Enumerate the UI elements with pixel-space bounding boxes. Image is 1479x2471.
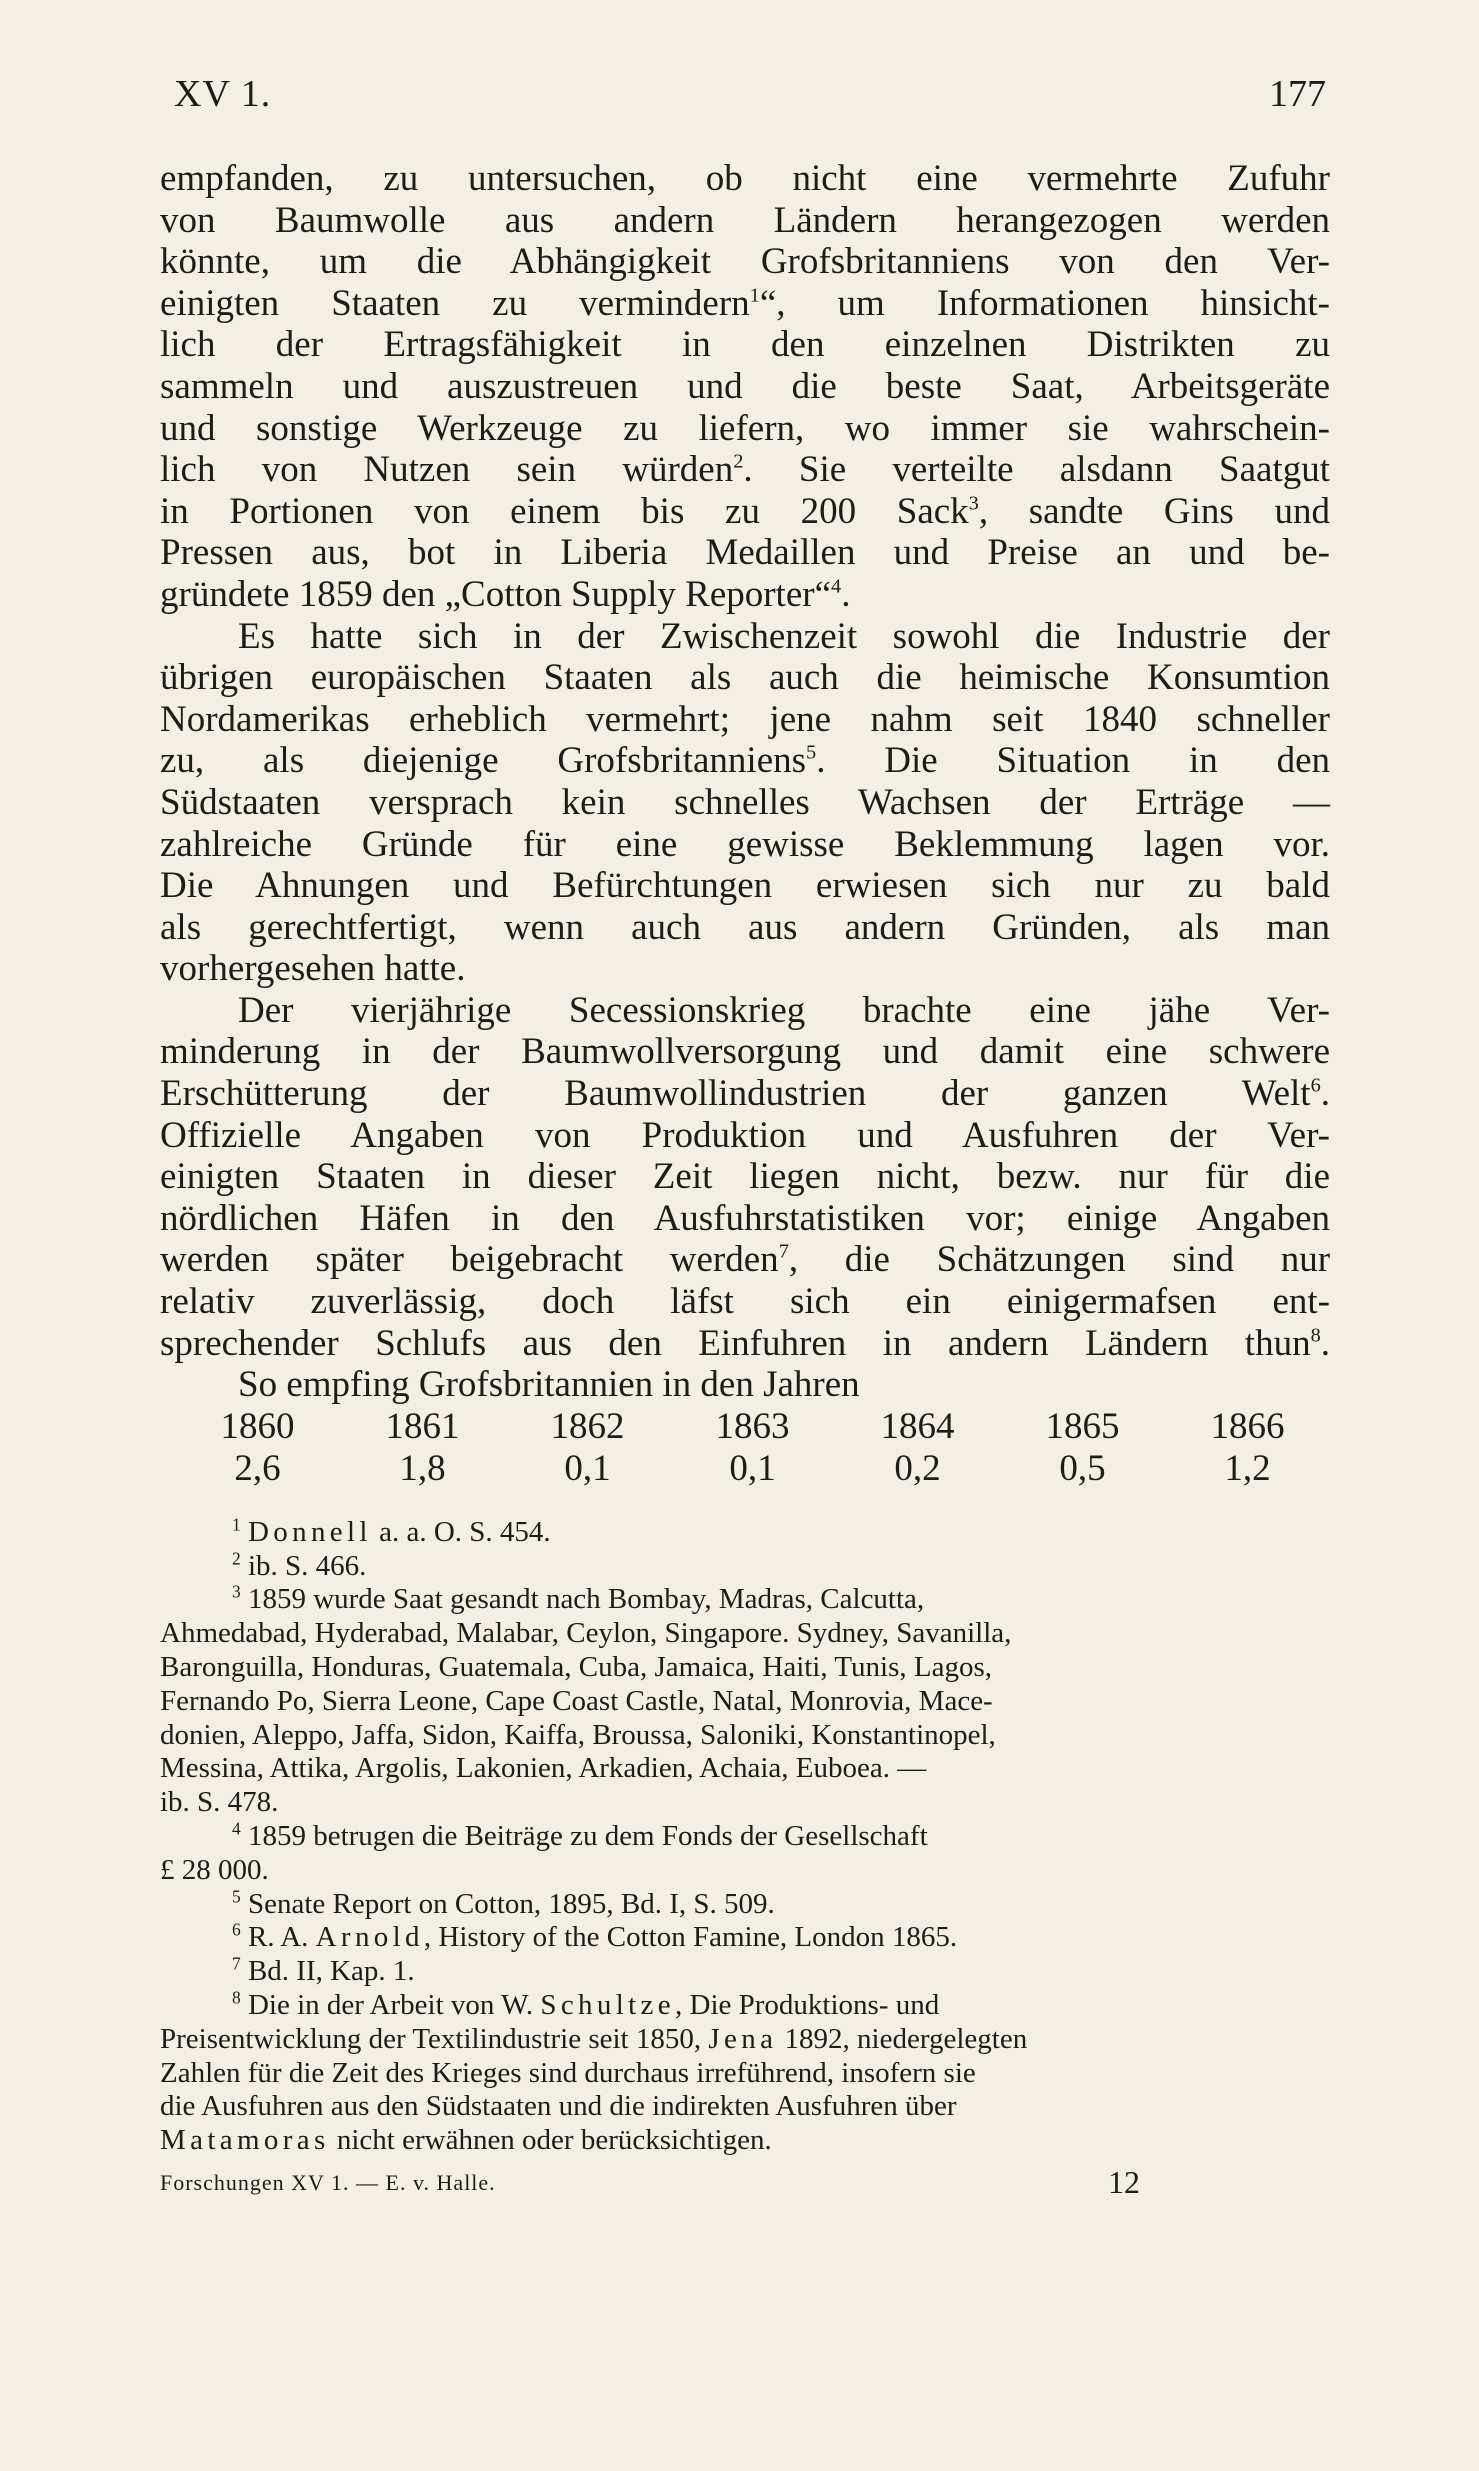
footnote-ref: 3: [968, 492, 979, 515]
year-cell: 1865: [1045, 1406, 1120, 1448]
footnote-line: Ahmedabad, Hyderabad, Malabar, Ceylon, Singapore. Sydney, Savanilla,: [160, 1617, 1012, 1650]
footnote-line: Messina, Attika, Argolis, Lakonien, Arkadien, Achaia, Euboea. —: [160, 1752, 927, 1785]
footnote-2: [160, 1547, 1330, 1584]
text-line: als gerechtfertigt, wenn auch aus andern Gründen, als man: [160, 906, 1330, 948]
text-segment: werden später beigebracht werden: [160, 1239, 779, 1281]
text-line: [160, 491, 1330, 533]
footnote-text: 1892, niedergelegten: [777, 2022, 1028, 2055]
footnote-ref: 7: [778, 1241, 789, 1264]
footnote-7: [160, 1955, 1330, 1989]
text-line: nördlichen Häfen in den Ausfuhrstatistiken vor; einige Angaben: [160, 1197, 1330, 1239]
text-line: [160, 1323, 1330, 1365]
text-line: [160, 740, 1330, 782]
text-segment: lich von Nutzen sein würden: [160, 449, 734, 491]
footnote-place: Matamoras: [160, 2124, 330, 2157]
footnote-line: donien, Aleppo, Jaffa, Sidon, Kaiffa, Broussa, Saloniki, Konstantinopel,: [160, 1718, 996, 1751]
value-cell: 0,5: [1059, 1448, 1106, 1490]
footnote-6: [160, 1921, 1330, 1955]
footnote-1: [160, 1516, 1330, 1550]
footnote-number: 7: [232, 1953, 241, 1974]
value-cell: 0,1: [729, 1448, 776, 1490]
footnote-author: Donnell: [247, 1515, 372, 1548]
text-line: könnte, um die Abhängigkeit Grofsbritanniens von den Ver-: [160, 241, 1330, 283]
values-row: [175, 1448, 1330, 1490]
footnote-line: die Ausfuhren aus den Südstaaten und die indirekten Ausfuhren über: [160, 2090, 957, 2123]
footnotes: [160, 1516, 1330, 2158]
footnote-line: Baronguilla, Honduras, Guatemala, Cuba, Jamaica, Haiti, Tunis, Lagos,: [160, 1651, 992, 1683]
text-segment: einigten Staaten zu vermindern: [160, 282, 750, 324]
text-line: [160, 449, 1330, 491]
year-cell: 1861: [385, 1406, 460, 1448]
footnote-text: 1859 betrugen die Beiträge zu dem Fonds der Gesellschaft: [247, 1819, 928, 1852]
footnote-ref: 2: [733, 450, 744, 473]
text-line: [160, 574, 1330, 616]
text-segment: .: [841, 573, 851, 615]
footnote-4: [160, 1820, 1330, 1854]
imports-table: [175, 1406, 1330, 1490]
paragraph-4: [160, 1364, 1330, 1406]
paragraph-2: [160, 616, 1330, 990]
footnote-text: a. a. O. S. 454.: [371, 1515, 551, 1548]
paragraph-1: [160, 158, 1330, 616]
text-line: relativ zuverlässig, doch läfst sich ein einigermafsen ent-: [160, 1281, 1330, 1323]
text-line: einigten Staaten in dieser Zeit liegen nicht, bezw. nur für die: [160, 1156, 1330, 1198]
footnote-text: nicht erwähnen oder berücksichtigen.: [329, 2124, 772, 2157]
text-line: lich der Ertragsfähigkeit in den einzelnen Distrikten zu: [160, 324, 1330, 366]
footnote-line: Zahlen für die Zeit des Krieges sind durchaus irreführend, insofern sie: [160, 2056, 976, 2089]
running-header: [160, 72, 1330, 132]
years-row: [175, 1406, 1330, 1448]
value-cell: 0,1: [564, 1448, 611, 1490]
footnote-text: R. A.: [247, 1921, 316, 1954]
footnote-ref: 6: [1310, 1074, 1321, 1097]
text-segment: , die Schätzungen sind nur: [788, 1239, 1331, 1281]
footnote-text: 1859 wurde Saat gesandt nach Bombay, Madras, Calcutta,: [247, 1583, 925, 1616]
text-line: übrigen europäischen Staaten als auch die heimische Konsumtion: [160, 657, 1330, 699]
page-number: 177: [1269, 73, 1326, 115]
footnote-number: 3: [232, 1581, 241, 1602]
text-line: von Baumwolle aus andern Ländern herangezogen werden: [160, 199, 1330, 241]
text-segment: sprechender Schlufs aus den Einfuhren in andern Ländern thun: [160, 1322, 1311, 1364]
footnote-3: [160, 1583, 1330, 1617]
footnote-number: 5: [232, 1885, 241, 1906]
footnote-text: ib. S. 466.: [247, 1549, 367, 1582]
text-line: Pressen aus, bot in Liberia Medaillen und Preise an und be-: [160, 532, 1330, 574]
text-segment: gründete 1859 den „Cotton Supply Reporter“: [160, 573, 832, 615]
footnote-text: Die in der Arbeit von W.: [247, 1988, 541, 2021]
text-line: Nordamerikas erheblich vermehrt; jene nahm seit 1840 schneller: [160, 698, 1330, 740]
year-cell: 1860: [220, 1406, 295, 1448]
footnote-number: 2: [232, 1547, 241, 1568]
footnote-number: 8: [232, 1987, 241, 2008]
text-line: zahlreiche Gründe für eine gewisse Beklemmung lagen vor.: [160, 823, 1330, 865]
footnote-5: [160, 1885, 1330, 1922]
footnote-ref: 8: [1310, 1324, 1321, 1347]
signature-line: [160, 2164, 1330, 2198]
footnote-line: Fernando Po, Sierra Leone, Cape Coast Castle, Natal, Monrovia, Mace-: [160, 1684, 993, 1717]
text-line: Offizielle Angaben von Produktion und Ausfuhren der Ver-: [160, 1114, 1330, 1156]
footnote-8: [160, 1989, 1330, 2023]
footnote-author: Schultze: [540, 1988, 676, 2021]
book-page: [160, 72, 1330, 2198]
text-line: vorhergesehen hatte.: [160, 948, 466, 990]
signature-text: Forschungen XV 1. — E. v. Halle.: [160, 2169, 496, 2195]
year-cell: 1862: [550, 1406, 625, 1448]
text-line: und sonstige Werkzeuge zu liefern, wo immer sie wahrschein-: [160, 407, 1330, 449]
footnote-number: 1: [232, 1514, 241, 1535]
text-line: minderung in der Baumwollversorgung und damit eine schwere: [160, 1031, 1330, 1073]
text-segment: .: [1320, 1073, 1330, 1115]
value-cell: 0,2: [894, 1448, 941, 1490]
text-line: Es hatte sich in der Zwischenzeit sowohl die Industrie der: [238, 615, 1330, 657]
footnote-text: , History of the Cotton Famine, London 1865.: [423, 1921, 958, 1954]
footnote-line: ib. S. 478.: [160, 1786, 279, 1819]
paragraph-3: [160, 990, 1330, 1364]
year-cell: 1864: [880, 1406, 955, 1448]
text-segment: . Die Situation in den: [816, 740, 1331, 782]
text-line: [160, 1239, 1330, 1281]
text-line: sammeln und auszustreuen und die beste Saat, Arbeitsgeräte: [160, 365, 1330, 407]
footnote-ref: 5: [806, 741, 817, 764]
footnote-ref: 4: [831, 575, 842, 598]
footnote-author: Arnold: [315, 1921, 424, 1954]
section-label: XV 1.: [174, 73, 272, 115]
footnote-line: £ 28 000.: [160, 1853, 269, 1886]
text-line: So empfing Grofsbritannien in den Jahren: [238, 1364, 860, 1406]
value-cell: 1,2: [1224, 1448, 1271, 1490]
value-cell: 1,8: [399, 1448, 446, 1490]
text-line: empfanden, zu untersuchen, ob nicht eine vermehrte Zufuhr: [160, 158, 1330, 199]
text-segment: Erschütterung der Baumwollindustrien der ganzen Welt: [160, 1073, 1311, 1115]
footnote-text: Preisentwicklung der Textilindustrie seit 1850,: [160, 2022, 709, 2055]
text-line: Der vierjährige Secessionskrieg brachte eine jähe Ver-: [238, 989, 1330, 1031]
footnote-text: , Die Produktions- und: [675, 1988, 940, 2021]
text-line: Südstaaten versprach kein schnelles Wachsen der Erträge —: [160, 781, 1330, 823]
footnote-number: 4: [232, 1818, 241, 1839]
footnote-text: Bd. II, Kap. 1.: [247, 1955, 415, 1988]
year-cell: 1863: [715, 1406, 790, 1448]
text-line: Die Ahnungen und Befürchtungen erwiesen sich nur zu bald: [160, 865, 1330, 907]
footnote-line: [160, 2023, 1330, 2057]
footnote-text: Senate Report on Cotton, 1895, Bd. I, S. 509.: [247, 1887, 775, 1920]
text-line: [160, 1073, 1330, 1115]
text-segment: “, um Informationen hinsicht-: [759, 282, 1330, 324]
footnote-number: 6: [232, 1919, 241, 1940]
sheet-number: 12: [1108, 2163, 1140, 2200]
text-segment: , sandte Gins und: [978, 490, 1330, 532]
footnote-ref: 1: [749, 284, 760, 307]
text-segment: in Portionen von einem bis zu 200 Sack: [160, 490, 969, 532]
value-cell: 2,6: [234, 1448, 281, 1490]
text-segment: . Sie verteilte alsdann Saatgut: [743, 449, 1330, 491]
text-segment: .: [1320, 1322, 1330, 1364]
footnote-line: [160, 2124, 1330, 2158]
footnote-place: Jena: [708, 2022, 778, 2055]
year-cell: 1866: [1210, 1406, 1285, 1448]
text-segment: zu, als diejenige Grofsbritanniens: [160, 740, 807, 782]
main-text: [160, 158, 1330, 1490]
text-line: [160, 283, 1330, 325]
